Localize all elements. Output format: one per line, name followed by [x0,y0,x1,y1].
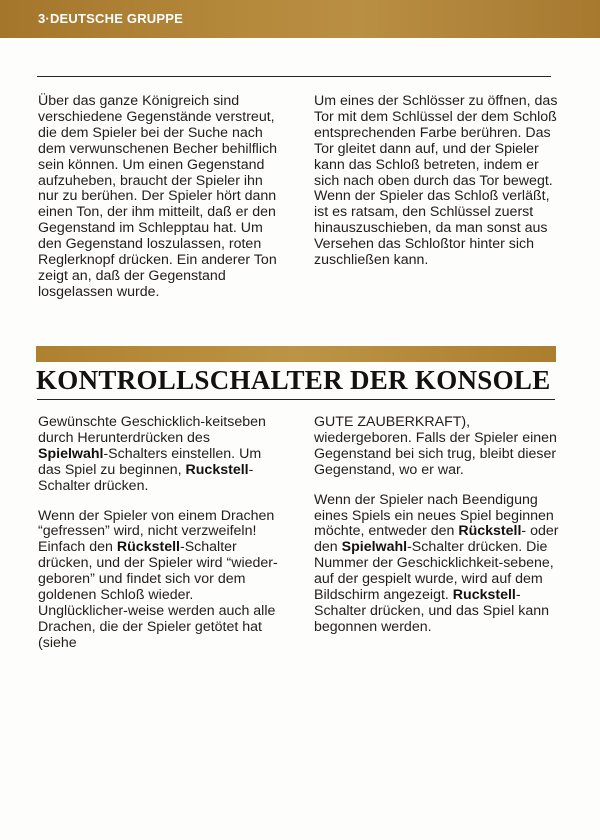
top-left-column [38,94,283,315]
text-run: -Schalter drücken. [38,461,254,494]
section-divider [37,399,555,400]
paragraph [38,509,278,652]
top-right-column [314,94,560,283]
text-run: Wenn der Spieler von einem Drachen “gefressen” wird, nicht verzweifeln! Einfach den [38,507,275,556]
ruckstell-term: Rückstell [116,539,180,556]
paragraph: Um eines der Schlösser zu öffnen, das Tor mit dem Schlüssel der dem Schloß entsprechenden Farbe berühren. Das Tor gleitet dann auf, und der Spieler kann das Schloß betreten, indem er sich nach oben durch das Tor bewegt. Wenn der Spieler das Schloß verläßt, ist es ratsam, den Schlüssel zuerst hinauszuschieben, da man sonst aus Versehen das Schloßtor hinter sich zuschließen kann. [314,93,558,269]
text-run: -Schalters einstellen. Um das Spiel zu beginnen, [38,445,262,478]
text-run: -Schalter drücken. Die Nummer der Geschicklichkeit-sebene, auf der gespielt wurde, wird auf dem Bildschirm angezeigt. [314,539,554,604]
text-run: - oder den [314,523,559,556]
paragraph: Über das ganze Königreich sind verschiedene Gegenstände verstreut, die dem Spieler bei der Suche nach dem verwunschenen Becher behilflich sein können. Um einen Gegenstand aufzuheben, braucht der Spieler ihn nur zu berühen. Der Spieler hört dann einen Ton, der ihm mitteilt, daß er den Gegenstand im Schlepptau hat. Um den Gegenstand loszulassen, roten Reglerknopf drücken. Ein anderer Ton zeigt an, daß der Gegenstand losgelassen wurde. [38,93,277,300]
text-run: Wenn der Spieler nach Beendigung eines Spiels ein neues Spiel beginnen möchte, entweder den [314,491,554,540]
section-heading: KONTROLLSCHALTER DER KONSOLE [36,365,551,395]
section-gold-bar [36,346,556,362]
top-divider [37,76,551,77]
text-run: -Schalter drücken, und das Spiel kann begonnen werden. [314,587,550,635]
bottom-left-column [38,415,278,666]
text-run: -Schalter drücken, und der Spieler wird “wieder-geboren” und findet sich vor dem goldenen Schloß wieder. Unglücklicher-weise werden auch alle Drachen, die der Spieler getötet hat (siehe [38,539,278,651]
ruckstell-term: Rückstell [458,523,522,540]
spielwahl-term: Spielwahl [341,539,408,556]
ruckstell-term: Ruckstell [185,461,249,478]
ruckstell-term: Ruckstell [452,587,516,604]
spielwahl-term: Spielwahl [38,445,104,462]
page-header-title: 3·DEUTSCHE GRUPPE [38,11,183,26]
text-run: Gewünschte Geschicklich-keitseben durch Herunterdrücken des [38,414,266,446]
paragraph [38,415,278,495]
bottom-right-column [314,415,562,650]
paragraph [314,493,562,636]
paragraph: GUTE ZAUBERKRAFT), wiedergeboren. Falls der Spieler einen Gegenstand bei sich trug, bleibt dieser Gegenstand, wo er war. [314,414,557,478]
header-band [0,0,600,38]
